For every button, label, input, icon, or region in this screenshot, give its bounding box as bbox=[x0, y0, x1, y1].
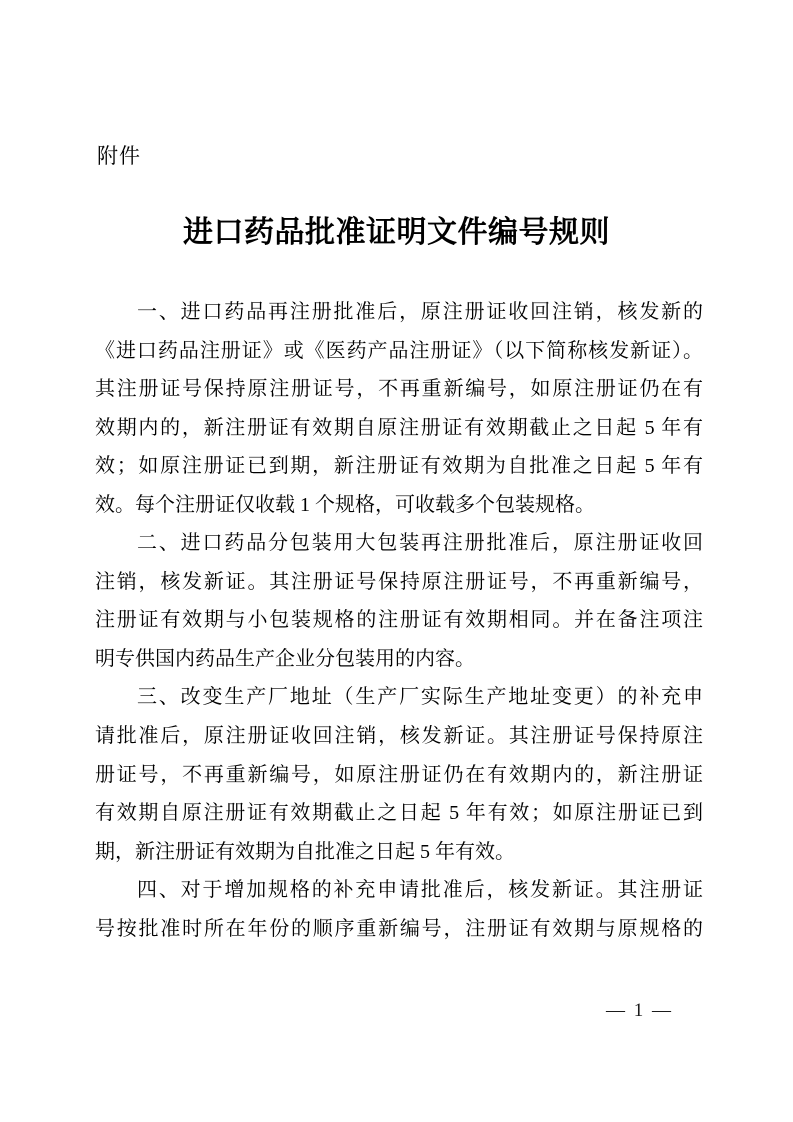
document-title: 进口药品批准证明文件编号规则 bbox=[183, 216, 610, 249]
body-line: 效；如原注册证已到期，新注册证有效期为自批准之日起 5 年有 bbox=[95, 455, 703, 478]
body-line: 四、对于增加规格的补充申请批准后，核发新证。其注册证 bbox=[137, 879, 703, 902]
attachment-label: 附件 bbox=[97, 145, 141, 168]
body-line: 册证号，不再重新编号，如原注册证仍在有效期内的，新注册证 bbox=[95, 763, 703, 786]
body-line: 请批准后，原注册证收回注销，核发新证。其注册证号保持原注 bbox=[95, 725, 703, 748]
document-body bbox=[95, 293, 703, 948]
body-line: 号按批准时所在年份的顺序重新编号，注册证有效期与原规格的 bbox=[95, 917, 703, 940]
body-line: 期，新注册证有效期为自批准之日起 5 年有效。 bbox=[95, 840, 515, 863]
body-line: 效期内的，新注册证有效期自原注册证有效期截止之日起 5 年有 bbox=[95, 416, 703, 439]
body-line: 一、进口药品再注册批准后，原注册证收回注销，核发新的 bbox=[137, 301, 703, 323]
body-line: 明专供国内药品生产企业分包装用的内容。 bbox=[95, 647, 475, 670]
body-line: 注销，核发新证。其注册证号保持原注册证号，不再重新编号， bbox=[95, 570, 703, 593]
body-line: 注册证有效期与小包装规格的注册证有效期相同。并在备注项注 bbox=[95, 609, 703, 632]
page-number: — 1 — bbox=[606, 1000, 673, 1021]
body-line: 《进口药品注册证》或《医药产品注册证》（以下简称核发新证）。 bbox=[95, 339, 703, 362]
body-line: 二、进口药品分包装用大包装再注册批准后，原注册证收回 bbox=[137, 532, 703, 555]
body-line: 其注册证号保持原注册证号，不再重新编号，如原注册证仍在有 bbox=[95, 378, 703, 401]
body-line: 有效期自原注册证有效期截止之日起 5 年有效；如原注册证已到 bbox=[95, 802, 703, 825]
body-line: 效。每个注册证仅收载 1 个规格，可收载多个包装规格。 bbox=[95, 493, 595, 516]
body-line: 三、改变生产厂地址（生产厂实际生产地址变更）的补充申 bbox=[137, 686, 703, 709]
